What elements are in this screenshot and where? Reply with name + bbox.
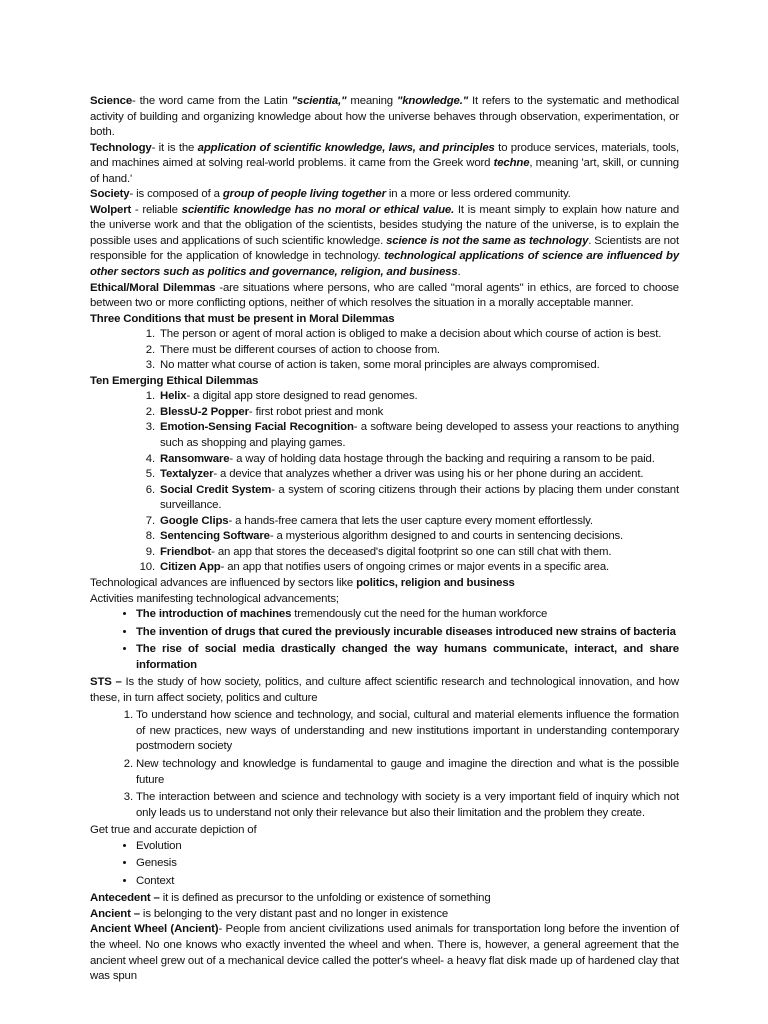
list-item: • The introduction of machines tremendously cut the need for the human workforce (136, 607, 679, 623)
technology-paragraph: Technology- it is the application of scientific knowledge, laws, and principles to produce services, materials, tools, and machines aimed at solving real-world problems. it came from the Greek word techne, meaning 'art, skill, or cunning of hand.' (90, 141, 679, 185)
wolpert-paragraph: Wolpert - reliable scientific knowledge has no moral or ethical value. It is meant simply to explain how nature and the universe work and that the obligation of the scientists, besides studying the nature of the universe, is to explain the possible uses and applications of such scientific knowledge. science is not the same as technology. Scientists are not responsible for the application of knowledge in technology. technological applications of science are influenced by other sectors such as politics and governance, religion, and business. (90, 203, 680, 279)
activities-list (90, 607, 679, 673)
antecedent-paragraph: Antecedent – it is defined as precursor to the unfolding or existence of something (90, 892, 491, 905)
sts-term: STS – (90, 676, 122, 689)
list-item: 7. Google Clips- a hands-free camera that lets the user capture every moment effortlessly. (158, 514, 679, 530)
wolpert-term: Wolpert (90, 203, 132, 216)
list-item: 9. Friendbot- an app that stores the deceased's digital footprint so one can still chat with them. (158, 545, 679, 561)
list-item: 2. BlessU-2 Popper- first robot priest and monk (158, 405, 679, 421)
list-item: 6. Social Credit System- a system of scoring citizens through their actions by placing them under constant surveillance. (158, 483, 679, 514)
sts-paragraph: STS – Is the study of how society, politics, and culture affect scientific research and technological innovation, and how these, in turn affect society, politics and culture (90, 676, 679, 704)
sts-list (90, 708, 679, 821)
conditions-list (90, 327, 679, 374)
list-item: 3. The interaction between and science and technology with society is a very important field of inquiry which not only leads us to understand not only their relevance but also their limitation and the problem they create. (136, 790, 679, 821)
list-item: 1. Helix- a digital app store designed to read genomes. (158, 389, 679, 405)
emerging-heading: Ten Emerging Ethical Dilemmas (90, 374, 259, 387)
list-item: 4. Ransomware- a way of holding data hostage through the backing and requiring a ransom to be paid. (158, 452, 679, 468)
science-term: Science (90, 95, 133, 107)
depiction-intro: Get true and accurate depiction of (90, 824, 257, 837)
list-item: 3. No matter what course of action is taken, some moral principles are always compromised. (158, 358, 679, 374)
list-item: 8. Sentencing Software- a mysterious algorithm designed to and courts in sentencing decisions. (158, 529, 679, 545)
technology-term: Technology (90, 141, 152, 154)
document-page (90, 94, 679, 985)
conditions-heading: Three Conditions that must be present in Moral Dilemmas (90, 312, 395, 325)
list-item: 2. New technology and knowledge is fundamental to gauge and imagine the direction and what is the possible future (136, 757, 679, 788)
list-item: • Evolution (136, 839, 679, 855)
ancient-paragraph: Ancient – is belonging to the very distant past and no longer in existence (90, 907, 449, 920)
list-item: 1. The person or agent of moral action is obliged to make a decision about which course of action is best. (158, 327, 679, 343)
emerging-list (90, 389, 679, 576)
science-paragraph: Science- the word came from the Latin "scientia," meaning "knowledge." It refers to the systematic and methodical activity of building and organizing knowledge about how the universe behaves through observation, experimentation, or both. (90, 95, 679, 139)
advances-paragraph: Technological advances are influenced by sectors like politics, religion and business (90, 576, 515, 589)
society-term: Society (90, 188, 130, 201)
dilemmas-paragraph: Ethical/Moral Dilemmas -are situations where persons, who are called "moral agents" in ethics, are forced to choose between two or more conflicting options, neither of which resolves the situation in a morally acceptable manner. (90, 281, 679, 310)
list-item: • Genesis (136, 856, 679, 872)
dilemmas-term: Ethical/Moral Dilemmas (90, 281, 216, 294)
society-paragraph: Society- is composed of a group of people living together in a more or less ordered community. (90, 188, 571, 201)
depiction-list (90, 839, 679, 890)
list-item: • The rise of social media drastically changed the way humans communicate, interact, and share information (136, 642, 679, 673)
wheel-paragraph: Ancient Wheel (Ancient)- People from ancient civilizations used animals for transportation long before the invention of the wheel. No one knows who exactly invented the wheel and when. There is, however, a general agreement that the ancient wheel grew out of a mechanical device called the potter's wheel- a heavy flat disk made up of hardened clay that was spun (90, 923, 679, 983)
list-item: • The invention of drugs that cured the previously incurable diseases introduced new strains of bacteria (136, 625, 679, 641)
list-item: 5. Textalyzer- a device that analyzes whether a driver was using his or her phone during an accident. (158, 467, 679, 483)
list-item: • Context (136, 874, 679, 890)
list-item: 10. Citizen App- an app that notifies users of ongoing crimes or major events in a specific area. (158, 560, 679, 576)
activities-intro: Activities manifesting technological advancements; (90, 592, 339, 605)
list-item: 2. There must be different courses of action to choose from. (158, 343, 679, 359)
list-item: 1. To understand how science and technology, and social, cultural and material elements influence the formation of new practices, new ways of understanding and new institutions important in understanding contemporary postmodern society (136, 708, 679, 755)
list-item: 3. Emotion-Sensing Facial Recognition- a software being developed to assess your reactions to anything such as shopping and playing games. (158, 420, 679, 451)
